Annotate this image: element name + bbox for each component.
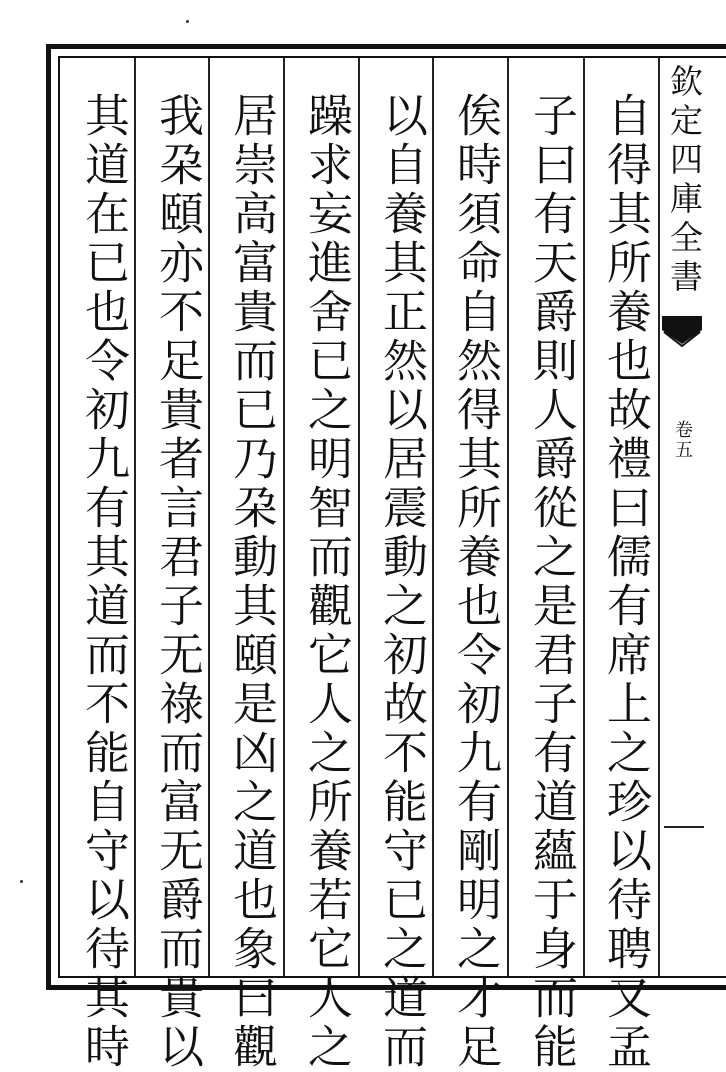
column-rule [583,58,585,976]
text-column-4: 以自養其正然以居震動之初故不能守已之道而 [375,92,428,1072]
text-column-8: 其道在已也令初九有其道而不能自守以待其時 [77,92,130,1072]
text-column-2: 子曰有天爵則人爵從之是君子有道蘊于身而能 [525,92,578,1072]
column-rule [283,58,285,976]
text-column-3: 俟時須命自然得其所養也令初九有剛明之才足 [449,92,502,1072]
speck [186,20,189,23]
text-column-5: 躁求妄進舍已之明智而觀它人之所養若它人之 [300,92,353,1072]
fishtail-ornament [662,316,702,350]
book-title: 欽定四庫全書 [665,64,704,298]
volume-label: 卷五 [672,420,693,460]
column-rule [208,58,210,976]
column-rule [134,58,136,976]
text-column-7: 我朶頤亦不足貴者言君子无祿而富无爵而貴以 [151,92,204,1072]
text-column-6: 居崇高富貴而已乃朶動其頤是凶之道也象曰觀 [225,92,278,1072]
column-rule [658,58,660,976]
speck [20,880,23,883]
column-rule [358,58,360,976]
column-rule [507,58,509,976]
text-column-1: 自得其所養也故禮曰儒有席上之珍以待聘又孟 [599,92,652,1072]
column-rule [432,58,434,976]
margin-tick [664,826,704,828]
